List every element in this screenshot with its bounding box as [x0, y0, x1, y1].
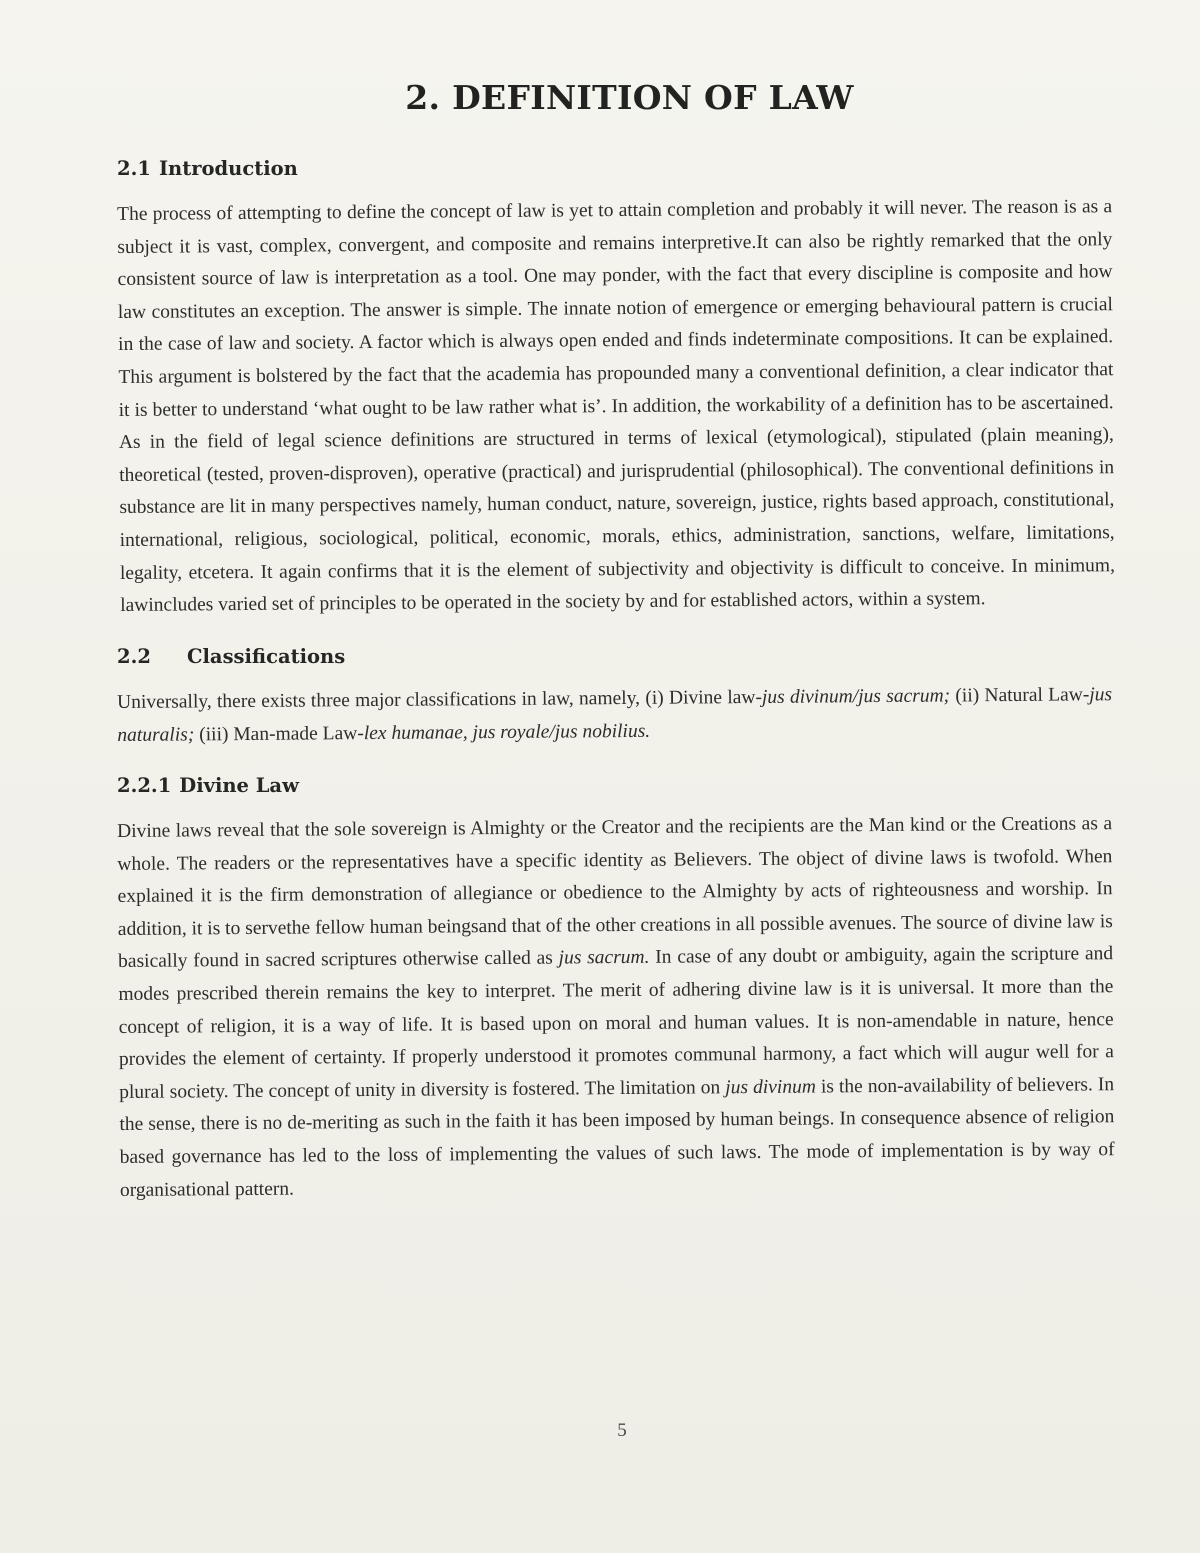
section-heading-classifications: [117, 645, 1112, 668]
section-number: 2.2.1: [117, 773, 172, 797]
section-title: Divine Law: [179, 773, 299, 797]
page-content: [117, 78, 1115, 1227]
text-segment: Universally, there exists three major classifications in law, namely, (i) Divine law-: [117, 686, 763, 713]
section-heading-divine-law: [117, 774, 1112, 797]
latin-term: lex humanae, jus royale/jus nobilius.: [363, 720, 651, 744]
divine-law-paragraph: [117, 808, 1115, 1207]
text-segment: In case of any doubt or ambiguity, again the scripture and modes prescribed therein remains the key to interpret. The merit of adhering divine law is it is universal. It more than the concept of religion, it is a way of life. It is based upon on moral and human values. It is non-amendable in nature, hence provides the element of certainty. If properly understood it promotes communal harmony, a fact which will augur well for a plural society. The concept of unity in diversity is fostered. The limitation on: [118, 943, 1114, 1103]
text-segment: (iii) Man-made Law-: [194, 722, 364, 745]
latin-term: jus sacrum.: [558, 947, 650, 969]
introduction-paragraph: The process of attempting to define the concept of law is yet to attain completion and probably it will never. The reason is as a subject it is vast, complex, convergent, and composite and remains interpretive.It can also be rightly remarked that the only consistent source of law is interpretation as a tool. One may ponder, with the fact that every discipline is composite and how law constitutes an exception. The answer is simple. The innate notion of emergence or emerging behavioural pattern is crucial in the case of law and society. A factor which is always open ended and finds indeterminate compositions. It can be explained. This argument is bolstered by the fact that the academia has propounded many a conventional definition, a clear indicator that it is better to understand ‘what ought to be law rather what is’. In addition, the workability of a definition has to be ascertained. As in the field of legal science definitions are structured in terms of lexical (etymological), stipulated (plain meaning), theoretical (tested, proven-disproven), operative (practical) and jurisprudential (philosophical). The conventional definitions in substance are lit in many perspectives namely, human conduct, nature, sovereign, justice, rights based approach, constitutional, international, religious, sociological, political, economic, morals, ethics, administration, sanctions, welfare, limitations, legality, etcetera. It again confirms that it is the element of subjectivity and objectivity is difficult to conceive. In minimum, lawincludes varied set of principles to be operated in the society by and for established actors, within a system.: [117, 196, 1115, 617]
section-title: Introduction: [158, 157, 298, 180]
page-title: 2. DEFINITION OF LAW: [405, 78, 854, 117]
text-segment: Divine laws reveal that the sole sovereign is Almighty or the Creator and the recipients are the Man kind or the Creations as a whole. The readers or the representatives have a specific identity as Believers. The object of divine laws is twofold. When explained it is the firm demonstration of allegiance or obedience to the Almighty by acts of righteousness and worship. In addition, it is to servethe fellow human beingsand that of the other creations in all possible avenues. The source of divine law is basically found in sacred scriptures otherwise called as: [117, 813, 1113, 973]
latin-term: jus naturalis;: [117, 683, 1113, 746]
section-heading-introduction: [117, 157, 1112, 180]
section-number: 2.1: [117, 157, 151, 180]
text-segment: is the non-availability of believers. In the sense, there is no de-meriting as such in the faith it has been imposed by human beings. In consequence absence of religion based governance has led to the loss of implementing the values of such laws. The mode of implementation is by way of organisational pattern.: [119, 1073, 1115, 1201]
latin-term: jus divinum: [725, 1076, 816, 1098]
text-segment: (ii) Natural Law-: [950, 684, 1090, 707]
section-title: Classifications: [187, 644, 346, 668]
section-number: 2.2: [117, 644, 151, 668]
classifications-paragraph: [117, 679, 1112, 752]
page-number: 5: [617, 1420, 627, 1441]
latin-term: jus divinum/jus sacrum;: [761, 685, 951, 708]
